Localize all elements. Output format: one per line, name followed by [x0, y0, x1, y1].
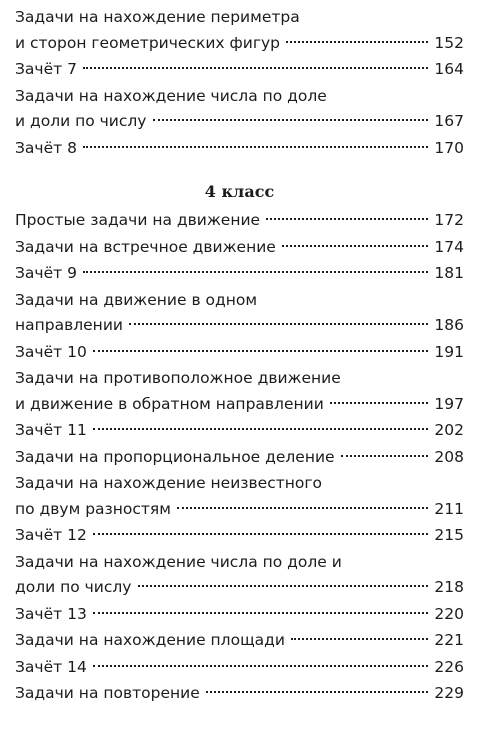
toc-entry — [15, 628, 464, 654]
toc-entry — [15, 655, 464, 681]
toc-entry — [15, 550, 464, 601]
toc-entry — [15, 366, 464, 417]
page-number: 186 — [434, 316, 464, 334]
dot-leader — [330, 402, 429, 404]
page-number: 211 — [434, 499, 464, 518]
dot-leader — [93, 350, 429, 352]
toc-entry-title: Простые задачи на движение — [15, 211, 261, 229]
toc-entry-title: Зачёт 10 — [15, 342, 87, 361]
page-number: 170 — [434, 138, 464, 157]
dot-leader — [93, 428, 429, 430]
dot-leader — [83, 67, 428, 69]
toc-entry-last-line — [15, 261, 464, 287]
dot-leader — [177, 507, 428, 509]
toc-entry — [15, 471, 464, 522]
toc-entry-last-line — [15, 235, 464, 261]
toc-entry-title-line: Задачи на нахождение числа по доле и — [15, 552, 342, 571]
page-number: 164 — [434, 60, 464, 78]
toc-entry — [15, 523, 464, 549]
toc-entry — [15, 235, 464, 261]
toc-entry-last-line — [15, 523, 464, 549]
dot-leader — [291, 638, 428, 640]
dot-leader — [93, 612, 429, 614]
toc-entry — [15, 84, 464, 135]
toc-entry-title: по двум разностям — [15, 499, 171, 518]
toc-entry — [15, 136, 464, 162]
page-number: 226 — [434, 657, 464, 676]
toc-entry-last-line — [15, 57, 464, 83]
toc-entry-title: и доли по числу — [15, 112, 147, 130]
page-number: 229 — [434, 684, 464, 702]
dot-leader — [83, 271, 428, 273]
toc-entry — [15, 418, 464, 444]
toc-entry-last-line — [15, 136, 464, 162]
page-number: 220 — [434, 604, 464, 623]
toc-entry-last-line — [15, 392, 464, 418]
toc-entry-last-line — [15, 497, 464, 523]
page-number: 208 — [434, 447, 464, 466]
toc-entry-title-line: Задачи на противоположное движение — [15, 369, 341, 387]
toc-entry-last-line — [15, 445, 464, 471]
toc-entry-title: Задачи на пропорциональное деление — [15, 447, 335, 466]
page-number: 221 — [434, 631, 464, 649]
dot-leader — [153, 119, 429, 121]
toc-entry-title-line: Задачи на нахождение периметра — [15, 8, 300, 26]
toc-entry-title: доли по числу — [15, 578, 132, 596]
page-number: 191 — [434, 342, 464, 361]
toc-entry-title-line: Задачи на движение в одном — [15, 290, 258, 309]
toc-entry-title: направлении — [15, 316, 123, 334]
toc-entry-title: Зачёт 13 — [15, 604, 87, 623]
dot-leader — [138, 585, 429, 587]
toc-entry-title: Зачёт 7 — [15, 60, 77, 78]
toc-group-grade-4 — [15, 208, 464, 707]
toc-entry — [15, 340, 464, 366]
toc-entry — [15, 445, 464, 471]
toc-entry-title: Зачёт 11 — [15, 421, 87, 439]
page-number: 174 — [434, 237, 464, 256]
toc-entry-last-line — [15, 208, 464, 234]
page-number: 181 — [434, 264, 464, 282]
toc-entry-last-line — [15, 109, 464, 135]
toc-entry — [15, 57, 464, 83]
toc-entry-title: Зачёт 12 — [15, 526, 87, 544]
page-number: 215 — [434, 526, 464, 544]
toc-entry-title: Задачи на повторение — [15, 684, 200, 702]
toc-entry-last-line — [15, 681, 464, 707]
toc-entry-title: и сторон геометрических фигур — [15, 33, 280, 52]
toc-entry-title: Зачёт 8 — [15, 138, 77, 157]
dot-leader — [83, 146, 428, 148]
table-of-contents — [15, 0, 464, 708]
dot-leader — [206, 691, 429, 693]
dot-leader — [93, 533, 429, 535]
toc-entry — [15, 288, 464, 339]
dot-leader — [266, 218, 428, 220]
toc-entry-title: Задачи на встречное движение — [15, 237, 276, 256]
page-number: 152 — [434, 33, 464, 52]
toc-entry-last-line — [15, 655, 464, 681]
toc-entry — [15, 208, 464, 234]
toc-entry-last-line — [15, 340, 464, 366]
toc-entry-last-line — [15, 628, 464, 654]
page-number: 172 — [434, 211, 464, 229]
toc-entry-last-line — [15, 575, 464, 601]
toc-entry — [15, 5, 464, 56]
dot-leader — [129, 323, 428, 325]
toc-entry — [15, 681, 464, 707]
dot-leader — [286, 41, 428, 43]
toc-entry-last-line — [15, 313, 464, 339]
page-number: 197 — [434, 394, 464, 413]
toc-entry-title: Задачи на нахождение площади — [15, 631, 285, 649]
toc-entry-title: Зачёт 14 — [15, 657, 87, 676]
dot-leader — [93, 665, 429, 667]
dot-leader — [341, 455, 429, 457]
dot-leader — [282, 245, 429, 247]
toc-group-grade-3 — [15, 0, 464, 161]
page-number: 202 — [434, 421, 464, 439]
toc-entry-last-line — [15, 418, 464, 444]
toc-entry-title: и движение в обратном направлении — [15, 394, 324, 413]
toc-entry — [15, 602, 464, 628]
toc-entry-title: Зачёт 9 — [15, 264, 77, 282]
toc-entry-title-line: Задачи на нахождение неизвестного — [15, 474, 322, 492]
toc-entry-last-line — [15, 602, 464, 628]
toc-entry-last-line — [15, 31, 464, 57]
page-number: 218 — [434, 578, 464, 596]
toc-entry-title-line: Задачи на нахождение числа по доле — [15, 86, 327, 105]
section-heading: 4 класс — [204, 182, 275, 201]
toc-entry — [15, 261, 464, 287]
page-number: 167 — [434, 112, 464, 130]
